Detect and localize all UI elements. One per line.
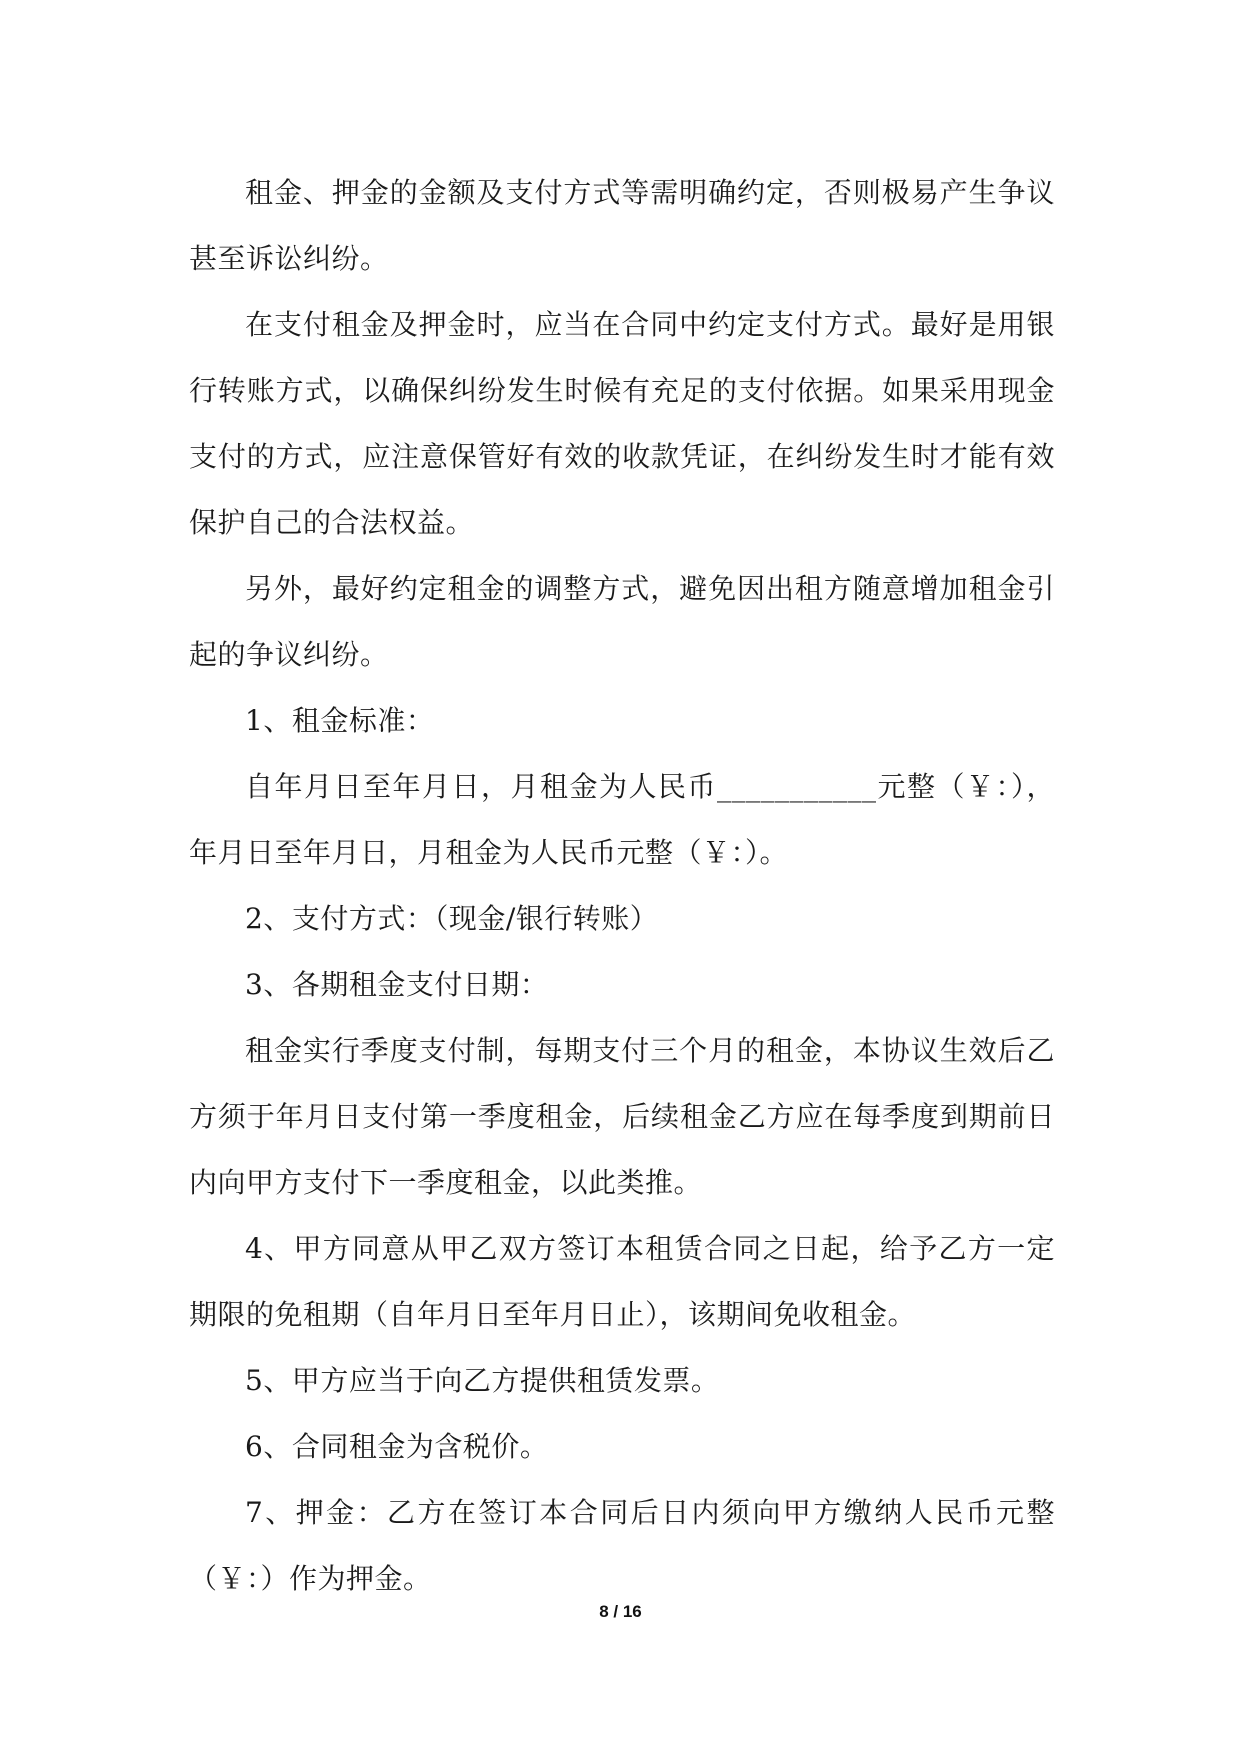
- clause-3-body: 租金实行季度支付制，每期支付三个月的租金，本协议生效后乙方须于年月日支付第一季度租金，后续租金乙方应在每季度到期前日内向甲方支付下一季度租金，以此类推。: [189, 1034, 1055, 1199]
- paragraph-rent-deposit-intro: 租金、押金的金额及支付方式等需明确约定，否则极易产生争议甚至诉讼纠纷。: [189, 176, 1055, 275]
- clause-4: 4、甲方同意从甲乙双方签订本租赁合同之日起，给予乙方一定期限的免租期（自年月日至年月日止），该期间免收租金。: [189, 1232, 1055, 1331]
- clause-2: 2、支付方式：（现金/银行转账）: [245, 902, 659, 935]
- clause-6: 6、合同租金为含税价。: [245, 1430, 549, 1463]
- clause-1-heading: 1、租金标准：: [245, 704, 435, 737]
- document-body: [189, 160, 1055, 1612]
- page-number: 8 / 16: [599, 1602, 642, 1621]
- paragraph-rent-adjustment: 另外，最好约定租金的调整方式，避免因出租方随意增加租金引起的争议纠纷。: [189, 572, 1055, 671]
- clause-7: 7、押金：乙方在签订本合同后日内须向甲方缴纳人民币元整（￥：）作为押金。: [189, 1496, 1055, 1595]
- paragraph-payment-method-advice: 在支付租金及押金时，应当在合同中约定支付方式。最好是用银行转账方式，以确保纠纷发生时候有充足的支付依据。如果采用现金支付的方式，应注意保管好有效的收款凭证，在纠纷发生时才能有效保护自己的合法权益。: [189, 308, 1055, 539]
- clause-3-heading: 3、各期租金支付日期：: [245, 968, 549, 1001]
- clause-1-body: 自年月日至年月日，月租金为人民币___________元整（￥：），年月日至年月日，月租金为人民币元整（￥：）。: [189, 770, 1055, 869]
- clause-5: 5、甲方应当于向乙方提供租赁发票。: [245, 1364, 720, 1397]
